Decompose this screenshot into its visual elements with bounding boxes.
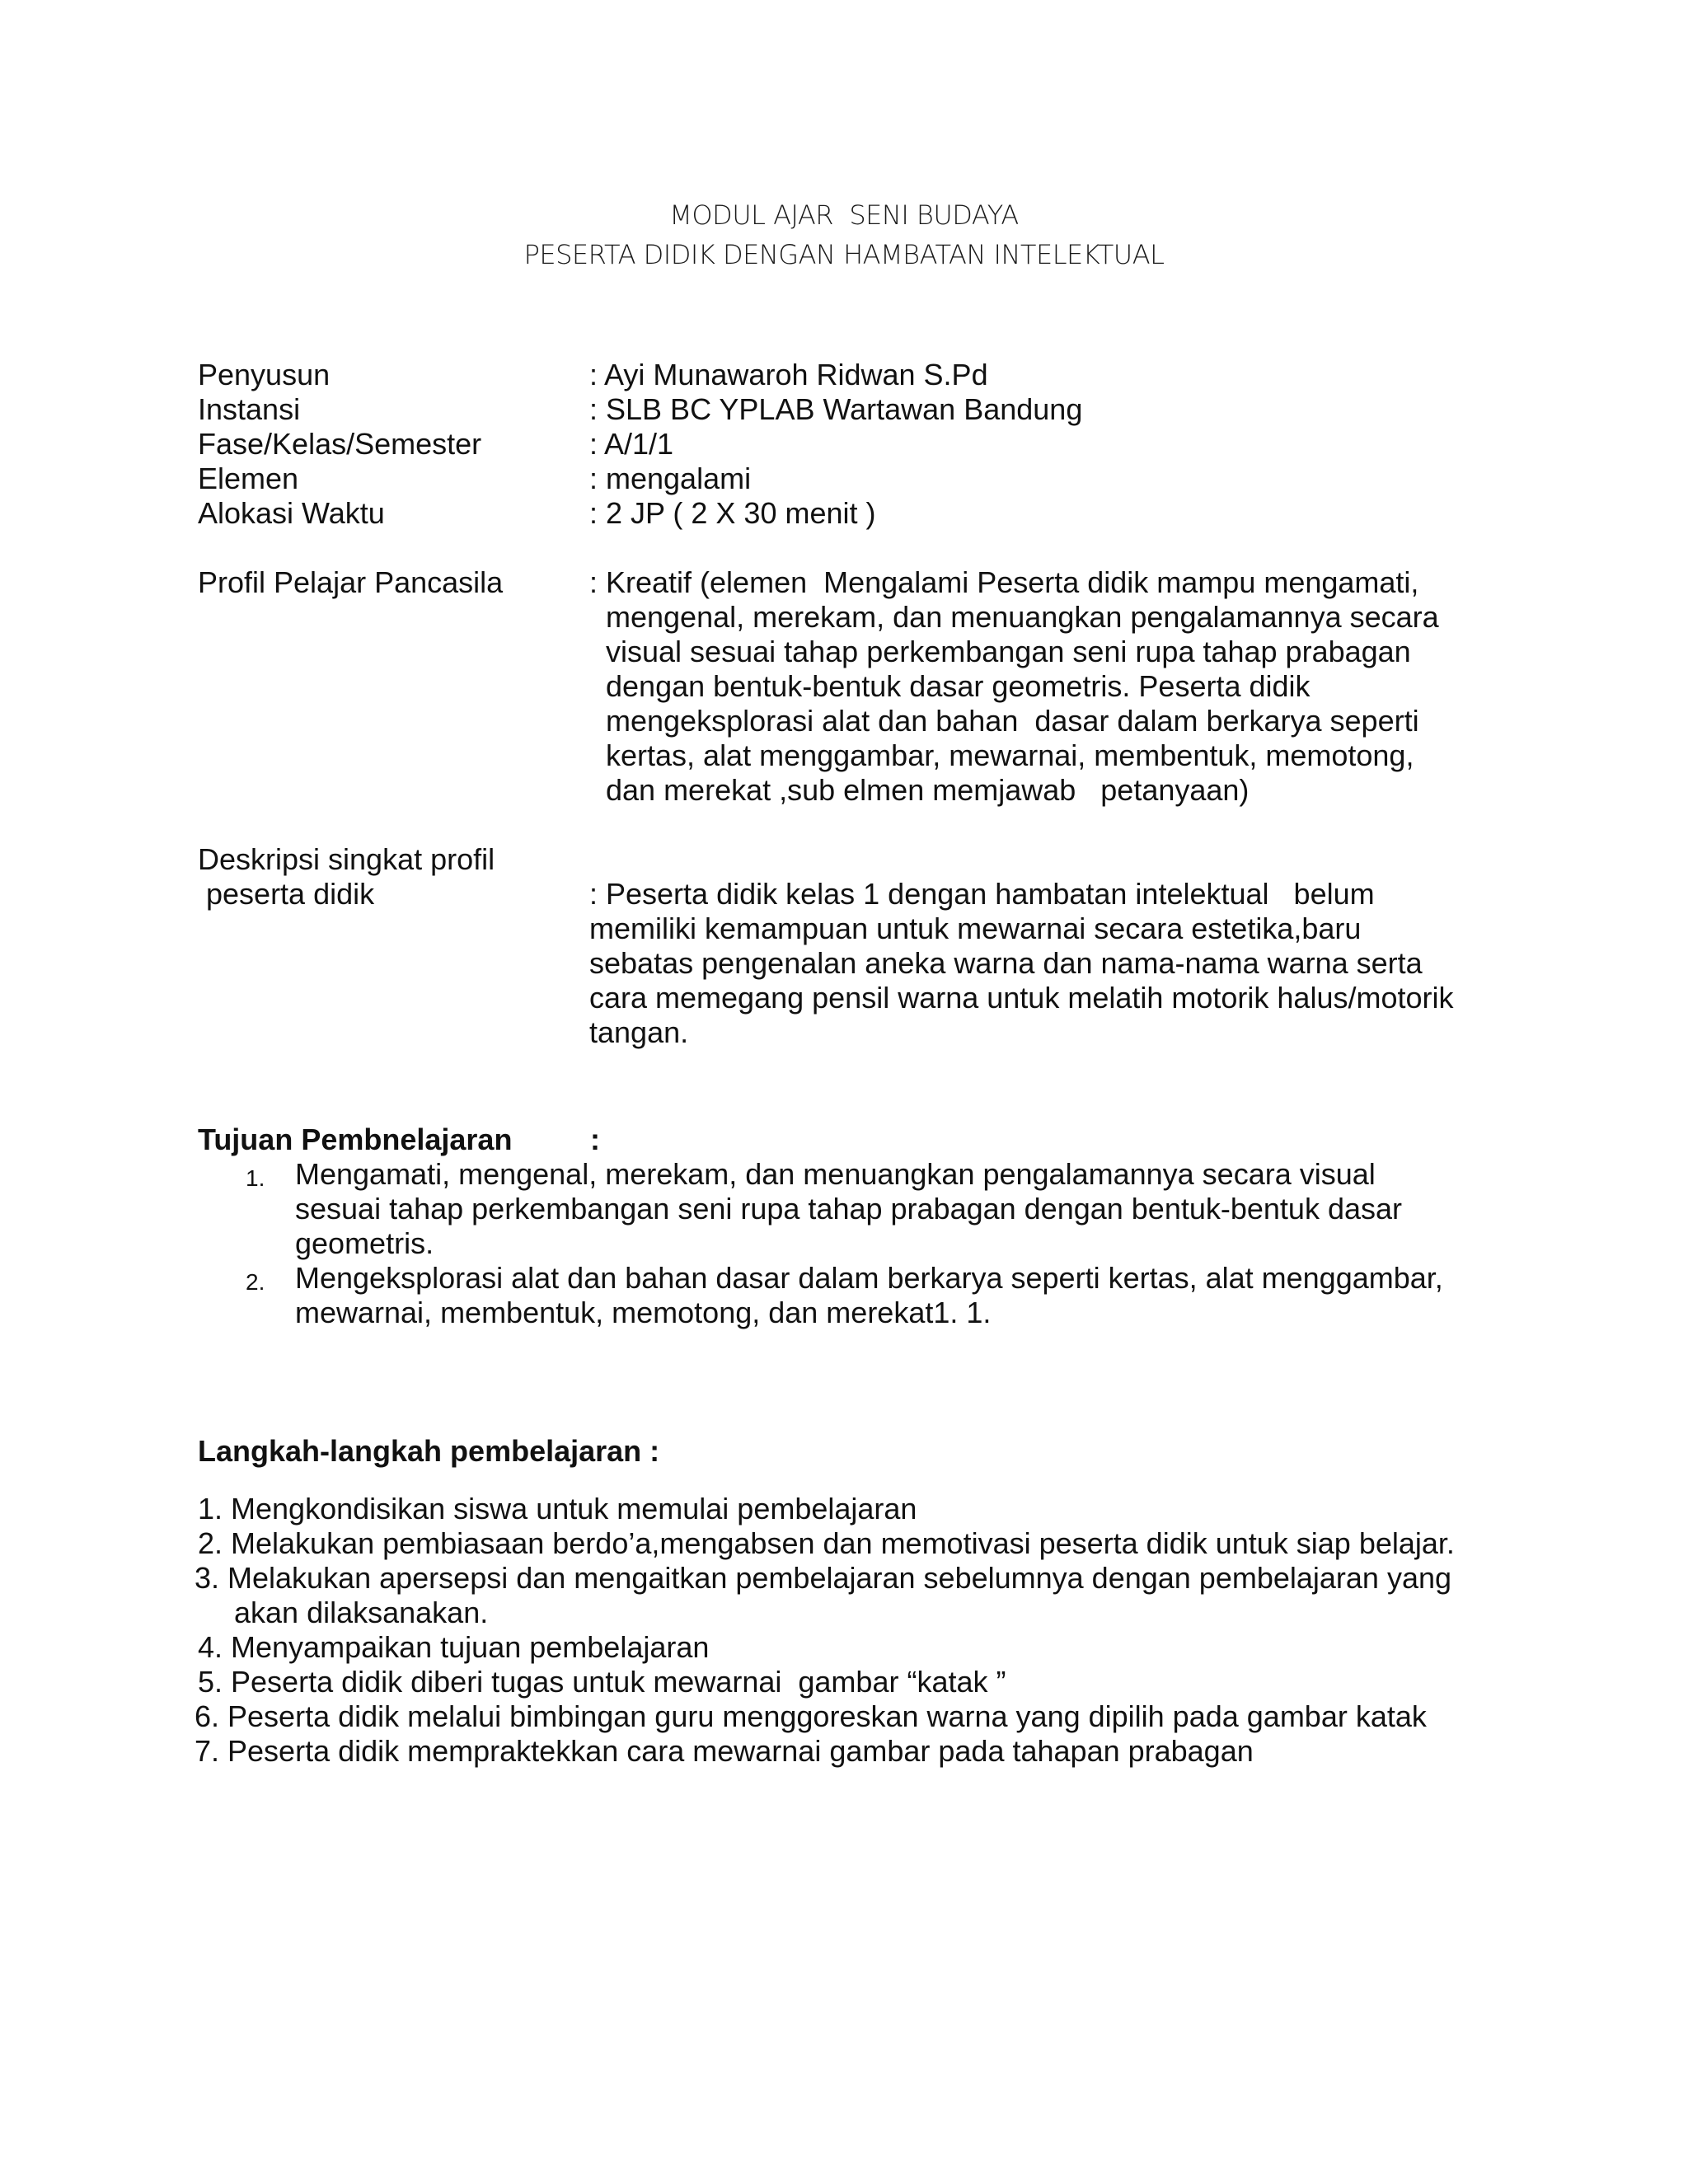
tujuan-item-line: mewarnai, membentuk, memotong, dan merekat1. 1.	[295, 1296, 992, 1329]
elemen-value: : mengalami	[589, 462, 752, 495]
langkah-line: 5. Peserta didik diberi tugas untuk mewarnai gambar “katak ”	[198, 1665, 1006, 1699]
tujuan-item-line: sesuai tahap perkembangan seni rupa tahap prabagan dengan bentuk-bentuk dasar	[295, 1192, 1403, 1226]
penyusun-label: Penyusun	[198, 358, 331, 391]
tujuan-colon: :	[590, 1122, 600, 1156]
profil-line: mengenal, merekam, dan menuangkan pengalamannya secara	[589, 600, 1439, 634]
elemen-label: Elemen	[198, 462, 299, 495]
alokasi-label: Alokasi Waktu	[198, 496, 385, 530]
document-title-line-2: PESERTA DIDIK DENGAN HAMBATAN INTELEKTUAL	[523, 239, 1165, 270]
langkah-line: akan dilaksanakan.	[234, 1596, 489, 1629]
penyusun-value: : Ayi Munawaroh Ridwan S.Pd	[589, 358, 988, 391]
instansi-label: Instansi	[198, 392, 301, 426]
tujuan-item-number: 2.	[246, 1269, 265, 1295]
tujuan-item-line: geometris.	[295, 1226, 434, 1260]
langkah-heading: Langkah-langkah pembelajaran :	[198, 1434, 660, 1468]
langkah-line: 7. Peserta didik mempraktekkan cara mewarnai gambar pada tahapan prabagan	[195, 1734, 1254, 1768]
profil-line: kertas, alat menggambar, mewarnai, membentuk, memotong,	[589, 738, 1414, 772]
profil-label: Profil Pelajar Pancasila	[198, 565, 504, 599]
profil-line: visual sesuai tahap perkembangan seni rupa tahap prabagan	[589, 635, 1411, 668]
profil-line: mengeksplorasi alat dan bahan dasar dalam berkarya seperti	[589, 704, 1419, 738]
tujuan-item-line: Mengamati, mengenal, merekam, dan menuangkan pengalamannya secara visual	[295, 1157, 1376, 1191]
alokasi-value: : 2 JP ( 2 X 30 menit )	[589, 496, 876, 530]
document-title-line-1: MODUL AJAR SENI BUDAYA	[669, 199, 1019, 231]
tujuan-heading: Tujuan Pembnelajaran	[198, 1122, 513, 1156]
deskripsi-line: sebatas pengenalan aneka warna dan nama-nama warna serta	[589, 946, 1423, 980]
profil-line: dengan bentuk-bentuk dasar geometris. Peserta didik	[589, 669, 1311, 703]
fase-value: : A/1/1	[589, 427, 674, 461]
langkah-line: 6. Peserta didik melalui bimbingan guru menggoreskan warna yang dipilih pada gambar katak	[195, 1699, 1427, 1733]
profil-line: : Kreatif (elemen Mengalami Peserta didik mampu mengamati,	[589, 565, 1419, 599]
fase-label: Fase/Kelas/Semester	[198, 427, 482, 461]
deskripsi-line: memiliki kemampuan untuk mewarnai secara estetika,baru	[589, 912, 1362, 945]
deskripsi-label-line-2: peserta didik	[198, 877, 375, 911]
instansi-value: : SLB BC YPLAB Wartawan Bandung	[589, 392, 1083, 426]
langkah-line: 1. Mengkondisikan siswa untuk memulai pembelajaran	[198, 1492, 917, 1526]
deskripsi-line: cara memegang pensil warna untuk melatih motorik halus/motorik	[589, 981, 1454, 1015]
langkah-line: 3. Melakukan apersepsi dan mengaitkan pembelajaran sebelumnya dengan pembelajaran yang	[195, 1561, 1452, 1595]
langkah-line: 2. Melakukan pembiasaan berdo’a,mengabsen dan memotivasi peserta didik untuk siap belajar.	[198, 1526, 1455, 1560]
tujuan-item-line: Mengeksplorasi alat dan bahan dasar dalam berkarya seperti kertas, alat menggambar,	[295, 1261, 1443, 1295]
tujuan-item-number: 1.	[246, 1165, 265, 1191]
langkah-line: 4. Menyampaikan tujuan pembelajaran	[198, 1630, 710, 1664]
deskripsi-label-line-1: Deskripsi singkat profil	[198, 842, 495, 876]
deskripsi-line: : Peserta didik kelas 1 dengan hambatan intelektual belum	[589, 877, 1375, 911]
deskripsi-line: tangan.	[589, 1015, 689, 1049]
profil-line: dan merekat ,sub elmen memjawab petanyaan)	[589, 773, 1250, 807]
